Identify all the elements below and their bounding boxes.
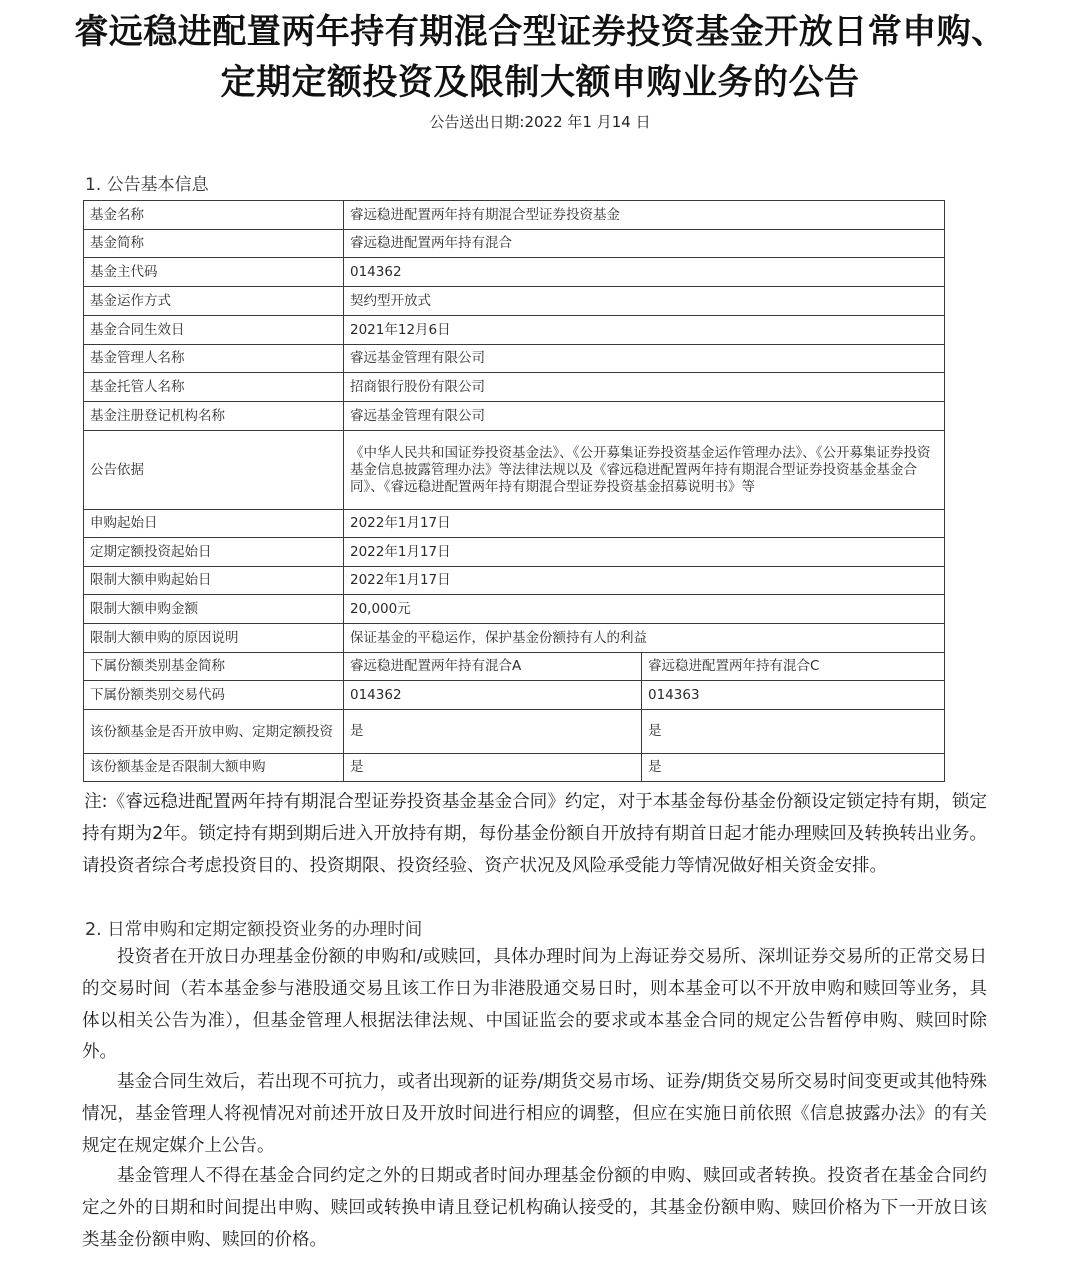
row-value: 睿远基金管理有限公司 (344, 345, 945, 373)
row-label: 基金注册登记机构名称 (84, 402, 344, 431)
table-row (84, 345, 945, 373)
row-label: 公告依据 (84, 431, 344, 510)
class-a-value: 是 (344, 754, 642, 782)
row-label: 申购起始日 (84, 510, 344, 538)
document-title-line-1: 睿远稳进配置两年持有期混合型证券投资基金开放日常申购、 (74, 12, 1006, 52)
table-row (84, 431, 945, 510)
row-value: 2022年1月17日 (344, 538, 945, 567)
row-value: 契约型开放式 (344, 287, 945, 316)
row-value: 睿远基金管理有限公司 (344, 402, 945, 431)
section-2-paragraph-1: 投资者在开放日办理基金份额的申购和/或赎回，具体办理时间为上海证券交易所、深圳证券交易所的正常交易日的交易时间（若本基金参与港股通交易且该工作日为非港股通交易日时，则本基金可以不开放申购和赎回等业务，具体以相关公告为准），但基金管理人根据法律法规、中国证监会的要求或本基金合同的规定公告暂停申购、赎回时除外。 (82, 947, 987, 1063)
row-label: 该份额基金是否开放申购、定期定额投资 (84, 710, 344, 754)
class-c-value: 睿远稳进配置两年持有混合C (642, 653, 945, 681)
table-row (84, 653, 945, 681)
row-label: 基金管理人名称 (84, 345, 344, 373)
table-row (84, 710, 945, 754)
class-a-value: 是 (344, 710, 642, 754)
row-label: 限制大额申购金额 (84, 595, 344, 624)
table-row (84, 681, 945, 710)
row-label: 基金简称 (84, 230, 344, 258)
class-c-value: 014363 (642, 681, 945, 710)
row-value: 2022年1月17日 (344, 510, 945, 538)
row-label: 基金主代码 (84, 258, 344, 287)
row-label: 基金托管人名称 (84, 373, 344, 402)
row-label: 限制大额申购起始日 (84, 567, 344, 595)
class-a-value: 睿远稳进配置两年持有混合A (344, 653, 642, 681)
class-c-value: 是 (642, 754, 945, 782)
row-label: 基金合同生效日 (84, 316, 344, 345)
section-2-heading: 2. 日常申购和定期定额投资业务的办理时间 (85, 920, 423, 940)
table-row (84, 754, 945, 782)
row-label: 基金运作方式 (84, 287, 344, 316)
table-row (84, 595, 945, 624)
table-row (84, 567, 945, 595)
fund-info-table (83, 200, 945, 782)
row-value: 睿远稳进配置两年持有混合 (344, 230, 945, 258)
table-row (84, 373, 945, 402)
row-label: 该份额基金是否限制大额申购 (84, 754, 344, 782)
section-2-paragraph-3: 基金管理人不得在基金合同约定之外的日期或者时间办理基金份额的申购、赎回或者转换。投资者在基金合同约定之外的日期和时间提出申购、赎回或转换申请且登记机构确认接受的，其基金份额申购、赎回价格为下一开放日该类基金份额申购、赎回的价格。 (82, 1166, 987, 1250)
row-label: 下属份额类别交易代码 (84, 681, 344, 710)
row-value: 招商银行股份有限公司 (344, 373, 945, 402)
row-label: 基金名称 (84, 201, 344, 230)
row-label: 限制大额申购的原因说明 (84, 624, 344, 653)
row-value: 20,000元 (344, 595, 945, 624)
section-1-heading: 1. 公告基本信息 (85, 175, 209, 195)
table-row (84, 201, 945, 230)
class-c-value: 是 (642, 710, 945, 754)
section-2-paragraph-2: 基金合同生效后，若出现不可抗力，或者出现新的证券/期货交易市场、证券/期货交易所交易时间变更或其他特殊情况，基金管理人将视情况对前述开放日及开放时间进行相应的调整，但应在实施日前依照《信息披露办法》的有关规定在规定媒介上公告。 (82, 1072, 987, 1156)
publish-date: 公告送出日期:2022 年1 月14 日 (429, 113, 651, 131)
row-value: 2021年12月6日 (344, 316, 945, 345)
announcement-basis-value: 《中华人民共和国证券投资基金法》、《公开募集证券投资基金运作管理办法》、《公开募集证券投资基金信息披露管理办法》等法律法规以及《睿远稳进配置两年持有期混合型证券投资基金基金合同》、《睿远稳进配置两年持有期混合型证券投资基金招募说明书》等 (344, 431, 945, 510)
row-label: 定期定额投资起始日 (84, 538, 344, 567)
table-row (84, 258, 945, 287)
table-row (84, 624, 945, 653)
row-value: 2022年1月17日 (344, 567, 945, 595)
row-label: 下属份额类别基金简称 (84, 653, 344, 681)
row-value: 睿远稳进配置两年持有期混合型证券投资基金 (344, 201, 945, 230)
table-row (84, 316, 945, 345)
note-text: 注:《睿远稳进配置两年持有期混合型证券投资基金基金合同》约定，对于本基金每份基金份额设定锁定持有期，锁定持有期为2年。锁定持有期到期后进入开放持有期，每份基金份额自开放持有期首日起才能办理赎回及转换转出业务。请投资者综合考虑投资目的、投资期限、投资经验、资产状况及风险承受能力等情况做好相关资金安排。 (82, 792, 987, 876)
note-paragraph (82, 787, 987, 882)
table-row (84, 402, 945, 431)
row-value: 014362 (344, 258, 945, 287)
table-row (84, 287, 945, 316)
document-title-line-2: 定期定额投资及限制大额申购业务的公告 (220, 63, 860, 103)
table-row (84, 510, 945, 538)
row-value: 保证基金的平稳运作，保护基金份额持有人的利益 (344, 624, 945, 653)
class-a-value: 014362 (344, 681, 642, 710)
table-row (84, 230, 945, 258)
table-row (84, 538, 945, 567)
